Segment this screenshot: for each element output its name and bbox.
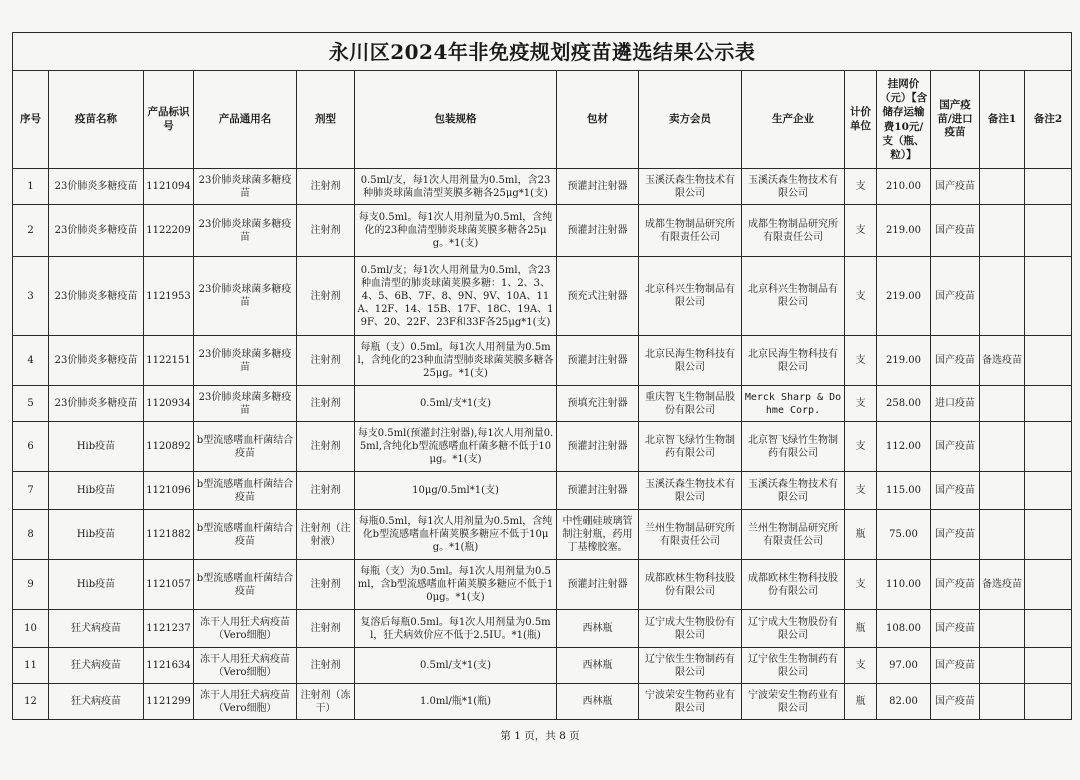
cell-generic: 23价肺炎球菌多糖疫苗 [194,386,297,422]
cell-name: Hib疫苗 [49,472,144,510]
cell-maker: 成都欧林生物科技股份有限公司 [742,560,845,610]
col-header-price: 挂网价（元）【含储存运输费10元/支（瓶、粒）】 [877,71,931,169]
cell-seq: 7 [13,472,49,510]
cell-note1 [980,648,1025,684]
cell-unit: 支 [845,257,877,336]
cell-unit: 瓶 [845,610,877,648]
cell-note1 [980,684,1025,720]
cell-pack: 预灌封注射器 [557,472,639,510]
cell-spec: 1.0ml/瓶*1(瓶) [355,684,557,720]
cell-code: 1120892 [144,422,194,472]
cell-maker: Merck Sharp & Dohme Corp. [742,386,845,422]
table-row [13,610,1072,648]
header-row [13,71,1072,169]
cell-spec: 0.5ml/支*1(支) [355,648,557,684]
table-row [13,169,1072,205]
cell-price: 219.00 [877,336,931,386]
cell-pack: 西林瓶 [557,684,639,720]
cell-note1 [980,422,1025,472]
cell-pack: 预充式注射器 [557,257,639,336]
cell-code: 1121882 [144,510,194,560]
cell-pack: 预填充注射器 [557,386,639,422]
cell-seq: 8 [13,510,49,560]
cell-spec: 0.5ml/支，每1次人用剂量为0.5ml，含23种肺炎球菌血清型荚膜多糖各25μg*1(支) [355,169,557,205]
cell-spec: 每支0.5ml。每1次人用剂量为0.5ml，含纯化的23种血清型肺炎球菌荚膜多糖各25μg。*1(支) [355,205,557,257]
cell-seller: 北京智飞绿竹生物制药有限公司 [639,422,742,472]
cell-seller: 玉溪沃森生物技术有限公司 [639,472,742,510]
cell-note1 [980,386,1025,422]
cell-unit: 支 [845,205,877,257]
cell-form: 注射剂 [297,336,355,386]
cell-note1 [980,510,1025,560]
cell-price: 110.00 [877,560,931,610]
cell-form: 注射剂 [297,257,355,336]
cell-seq: 10 [13,610,49,648]
page-footer: 第 1 页，共 8 页 [500,730,580,742]
cell-maker: 北京智飞绿竹生物制药有限公司 [742,422,845,472]
cell-seq: 3 [13,257,49,336]
cell-note2 [1025,648,1072,684]
cell-unit: 瓶 [845,684,877,720]
table-row [13,386,1072,422]
table-row [13,560,1072,610]
cell-maker: 玉溪沃森生物技术有限公司 [742,169,845,205]
cell-generic: b型流感嗜血杆菌结合疫苗 [194,560,297,610]
cell-name: 23价肺炎多糖疫苗 [49,169,144,205]
table-row [13,336,1072,386]
cell-price: 219.00 [877,205,931,257]
cell-code: 1122209 [144,205,194,257]
cell-pack: 预灌封注射器 [557,422,639,472]
cell-form: 注射剂 [297,169,355,205]
cell-origin: 国产疫苗 [931,472,980,510]
cell-note2 [1025,422,1072,472]
cell-origin: 进口疫苗 [931,386,980,422]
cell-form: 注射剂 [297,648,355,684]
cell-maker: 北京民海生物科技有限公司 [742,336,845,386]
table-row [13,684,1072,720]
cell-generic: b型流感嗜血杆菌结合疫苗 [194,422,297,472]
cell-unit: 支 [845,386,877,422]
table-title: 永川区2024年非免疫规划疫苗遴选结果公示表 [13,33,1072,71]
cell-seq: 12 [13,684,49,720]
cell-generic: 23价肺炎球菌多糖疫苗 [194,257,297,336]
cell-code: 1120934 [144,386,194,422]
col-header-origin: 国产疫苗/进口疫苗 [931,71,980,169]
cell-seller: 成都欧林生物科技股份有限公司 [639,560,742,610]
cell-origin: 国产疫苗 [931,169,980,205]
cell-note2 [1025,510,1072,560]
cell-name: 23价肺炎多糖疫苗 [49,386,144,422]
cell-code: 1122151 [144,336,194,386]
cell-note1 [980,169,1025,205]
cell-unit: 支 [845,648,877,684]
cell-note1 [980,257,1025,336]
cell-price: 112.00 [877,422,931,472]
cell-maker: 玉溪沃森生物技术有限公司 [742,472,845,510]
cell-generic: 23价肺炎球菌多糖疫苗 [194,336,297,386]
cell-form: 注射剂（注射液） [297,510,355,560]
cell-unit: 支 [845,472,877,510]
cell-note1 [980,610,1025,648]
cell-seller: 玉溪沃森生物技术有限公司 [639,169,742,205]
cell-price: 210.00 [877,169,931,205]
cell-price: 75.00 [877,510,931,560]
cell-seller: 宁波荣安生物药业有限公司 [639,684,742,720]
cell-generic: 23价肺炎球菌多糖疫苗 [194,205,297,257]
cell-origin: 国产疫苗 [931,510,980,560]
cell-form: 注射剂（冻干） [297,684,355,720]
cell-seq: 6 [13,422,49,472]
cell-origin: 国产疫苗 [931,648,980,684]
cell-name: 狂犬病疫苗 [49,610,144,648]
cell-seller: 辽宁依生生物制药有限公司 [639,648,742,684]
cell-note2 [1025,560,1072,610]
cell-name: Hib疫苗 [49,422,144,472]
cell-pack: 预灌封注射器 [557,205,639,257]
col-header-seller: 卖方会员 [639,71,742,169]
cell-price: 115.00 [877,472,931,510]
cell-unit: 支 [845,169,877,205]
cell-note1: 备选疫苗 [980,560,1025,610]
cell-origin: 国产疫苗 [931,610,980,648]
cell-name: 狂犬病疫苗 [49,684,144,720]
cell-price: 219.00 [877,257,931,336]
cell-pack: 预灌封注射器 [557,169,639,205]
cell-seller: 成都生物制品研究所有限责任公司 [639,205,742,257]
cell-unit: 瓶 [845,510,877,560]
cell-origin: 国产疫苗 [931,257,980,336]
cell-maker: 成都生物制品研究所有限责任公司 [742,205,845,257]
col-header-name: 疫苗名称 [49,71,144,169]
cell-seq: 4 [13,336,49,386]
cell-seller: 辽宁成大生物股份有限公司 [639,610,742,648]
cell-spec: 每瓶（支）为0.5ml。每1次人用剂量为0.5ml，含b型流感嗜血杆菌荚膜多糖应不低于10μg。*1(支) [355,560,557,610]
cell-price: 108.00 [877,610,931,648]
cell-seq: 2 [13,205,49,257]
table-row [13,648,1072,684]
col-header-form: 剂型 [297,71,355,169]
table-row [13,472,1072,510]
cell-spec: 0.5ml/支；每1次人用剂量为0.5ml，含23种血清型的肺炎球菌荚膜多糖：1、2、3、4、5、6B、7F、8、9N、9V、10A、11A、12F、14、15B、17F、18C、19A、19F、20、22F、23F和33F各25μg*1(支) [355,257,557,336]
cell-form: 注射剂 [297,386,355,422]
cell-note2 [1025,336,1072,386]
cell-pack: 预灌封注射器 [557,336,639,386]
cell-note1: 备选疫苗 [980,336,1025,386]
cell-note2 [1025,684,1072,720]
cell-seller: 兰州生物制品研究所有限责任公司 [639,510,742,560]
cell-pack: 西林瓶 [557,610,639,648]
cell-price: 258.00 [877,386,931,422]
cell-maker: 宁波荣安生物药业有限公司 [742,684,845,720]
cell-note1 [980,205,1025,257]
cell-note1 [980,472,1025,510]
col-header-pack: 包材 [557,71,639,169]
cell-name: Hib疫苗 [49,560,144,610]
cell-code: 1121057 [144,560,194,610]
cell-unit: 支 [845,560,877,610]
cell-note2 [1025,386,1072,422]
cell-spec: 复溶后每瓶0.5ml。每1次人用剂量为0.5ml，狂犬病效价应不低于2.5IU。*1(瓶) [355,610,557,648]
col-header-spec: 包装规格 [355,71,557,169]
cell-code: 1121237 [144,610,194,648]
cell-name: Hib疫苗 [49,510,144,560]
cell-seller: 北京民海生物科技有限公司 [639,336,742,386]
cell-origin: 国产疫苗 [931,684,980,720]
cell-spec: 0.5ml/支*1(支) [355,386,557,422]
cell-maker: 北京科兴生物制品有限公司 [742,257,845,336]
cell-form: 注射剂 [297,205,355,257]
vaccine-table [12,32,1072,720]
table-row [13,422,1072,472]
col-header-note1: 备注1 [980,71,1025,169]
cell-note2 [1025,610,1072,648]
col-header-generic: 产品通用名 [194,71,297,169]
cell-generic: 23价肺炎球菌多糖疫苗 [194,169,297,205]
cell-code: 1121953 [144,257,194,336]
cell-seller: 重庆智飞生物制品股份有限公司 [639,386,742,422]
cell-form: 注射剂 [297,422,355,472]
cell-origin: 国产疫苗 [931,205,980,257]
col-header-unit: 计价单位 [845,71,877,169]
cell-origin: 国产疫苗 [931,422,980,472]
cell-origin: 国产疫苗 [931,336,980,386]
cell-generic: b型流感嗜血杆菌结合疫苗 [194,472,297,510]
cell-note2 [1025,205,1072,257]
col-header-seq: 序号 [13,71,49,169]
cell-code: 1121096 [144,472,194,510]
col-header-maker: 生产企业 [742,71,845,169]
col-header-code: 产品标识号 [144,71,194,169]
cell-note2 [1025,472,1072,510]
cell-code: 1121094 [144,169,194,205]
cell-maker: 辽宁成大生物股份有限公司 [742,610,845,648]
cell-seq: 11 [13,648,49,684]
cell-code: 1121634 [144,648,194,684]
cell-form: 注射剂 [297,472,355,510]
cell-seq: 9 [13,560,49,610]
cell-pack: 西林瓶 [557,648,639,684]
cell-seq: 1 [13,169,49,205]
cell-code: 1121299 [144,684,194,720]
cell-maker: 辽宁依生生物制药有限公司 [742,648,845,684]
cell-price: 97.00 [877,648,931,684]
cell-generic: 冻干人用狂犬病疫苗（Vero细胞） [194,648,297,684]
cell-origin: 国产疫苗 [931,560,980,610]
cell-spec: 每瓶（支）0.5ml。每1次人用剂量为0.5ml，含纯化的23种血清型肺炎球菌荚膜多糖各25μg。*1(支) [355,336,557,386]
cell-price: 82.00 [877,684,931,720]
cell-pack: 预灌封注射器 [557,560,639,610]
cell-generic: 冻干人用狂犬病疫苗（Vero细胞） [194,610,297,648]
cell-unit: 支 [845,422,877,472]
cell-note2 [1025,169,1072,205]
cell-form: 注射剂 [297,610,355,648]
cell-note2 [1025,257,1072,336]
cell-generic: 冻干人用狂犬病疫苗（Vero细胞） [194,684,297,720]
cell-spec: 每瓶0.5ml，每1次人用剂量为0.5ml，含纯化b型流感嗜血杆菌荚膜多糖应不低于10μg。*1(瓶) [355,510,557,560]
col-header-note2: 备注2 [1025,71,1072,169]
cell-seller: 北京科兴生物制品有限公司 [639,257,742,336]
cell-name: 23价肺炎多糖疫苗 [49,205,144,257]
cell-form: 注射剂 [297,560,355,610]
cell-spec: 10μg/0.5ml*1(支) [355,472,557,510]
cell-name: 23价肺炎多糖疫苗 [49,336,144,386]
table-row [13,510,1072,560]
cell-seq: 5 [13,386,49,422]
cell-spec: 每支0.5ml(预灌封注射器),每1次人用剂量0.5ml,含纯化b型流感嗜血杆菌多糖不低于10μg。*1(支) [355,422,557,472]
cell-name: 狂犬病疫苗 [49,648,144,684]
table-row [13,205,1072,257]
table-row [13,257,1072,336]
cell-maker: 兰州生物制品研究所有限责任公司 [742,510,845,560]
cell-name: 23价肺炎多糖疫苗 [49,257,144,336]
cell-unit: 支 [845,336,877,386]
cell-pack: 中性硼硅玻璃管制注射瓶，药用丁基橡胶塞。 [557,510,639,560]
cell-generic: b型流感嗜血杆菌结合疫苗 [194,510,297,560]
